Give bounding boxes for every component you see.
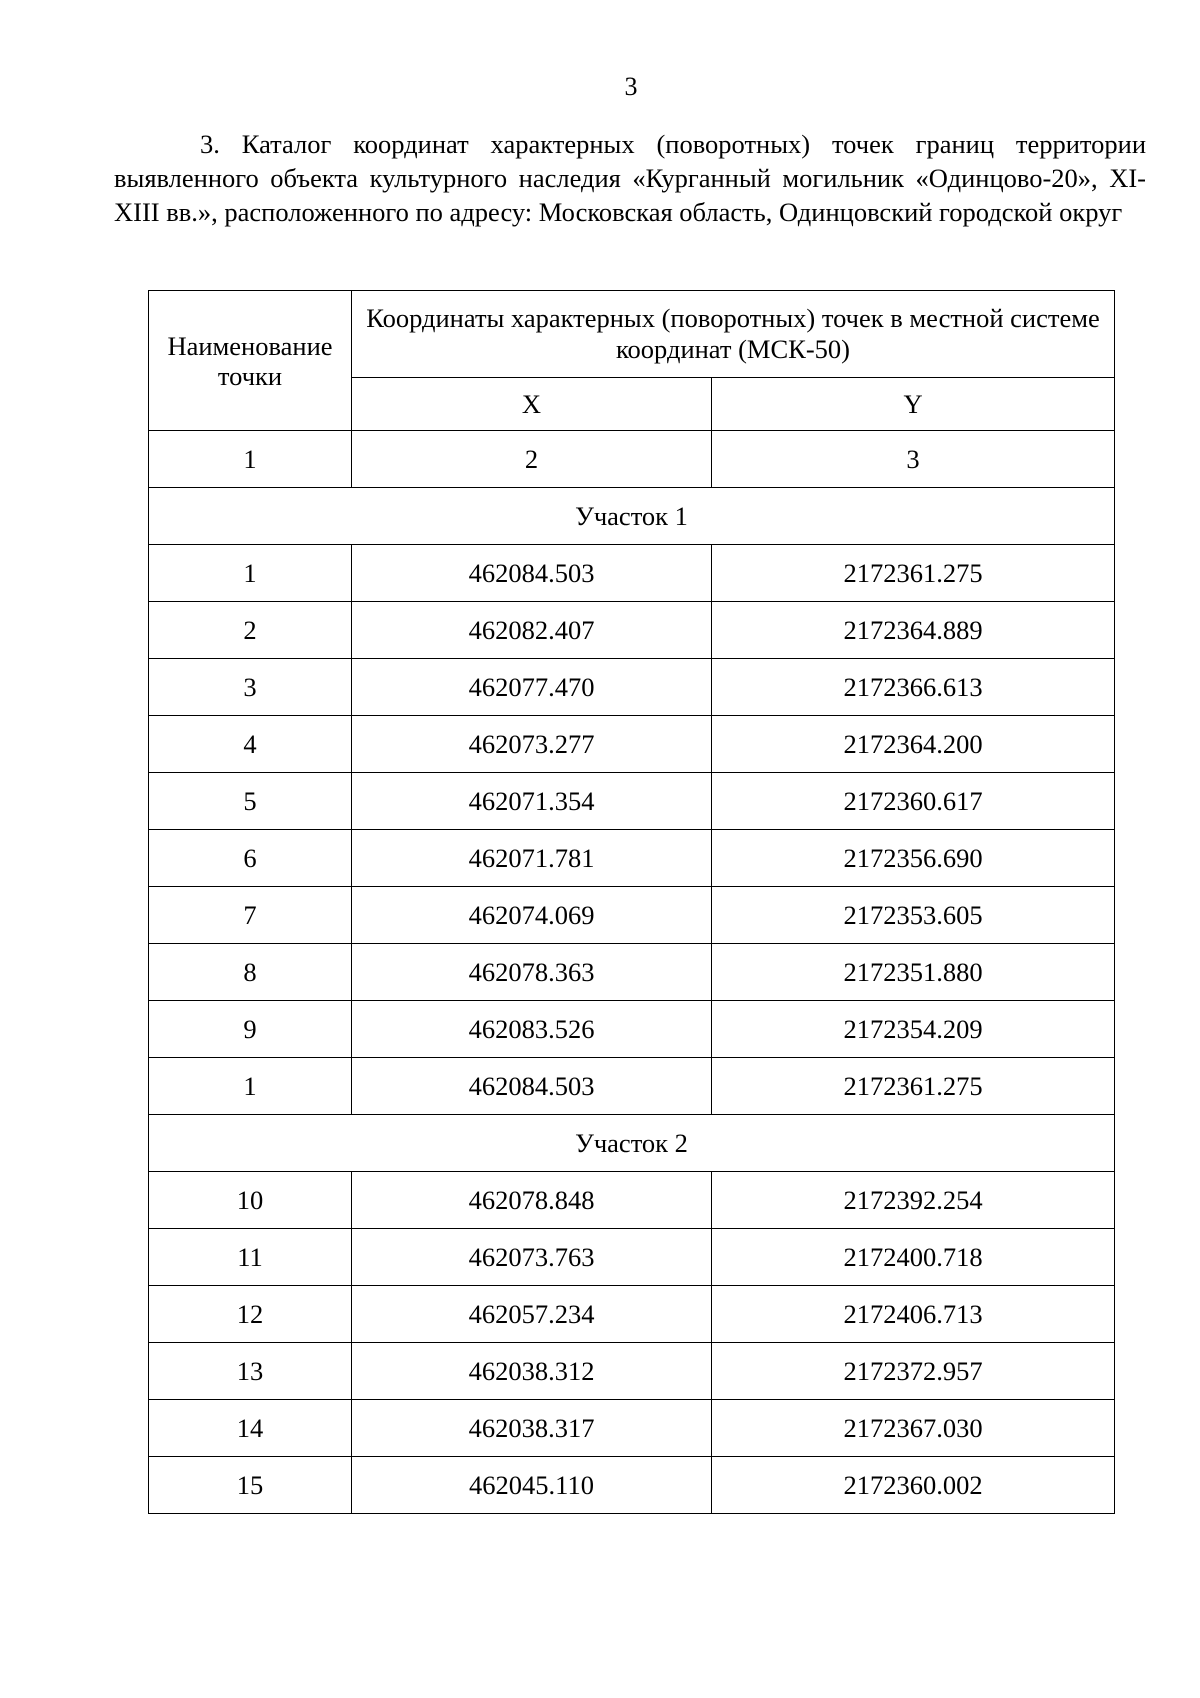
point-name-cell: 14 <box>149 1400 352 1457</box>
table-row <box>149 716 1115 773</box>
column-number-3: 3 <box>712 431 1115 488</box>
y-coordinate-cell: 2172392.254 <box>712 1172 1115 1229</box>
point-name-cell: 1 <box>149 1058 352 1115</box>
point-name-cell: 12 <box>149 1286 352 1343</box>
x-coordinate-cell: 462045.110 <box>352 1457 712 1514</box>
point-name-cell: 2 <box>149 602 352 659</box>
y-coordinate-cell: 2172364.200 <box>712 716 1115 773</box>
header-coordinates: Координаты характерных (поворотных) точек в местной системе координат (МСК-50) <box>352 291 1115 378</box>
x-coordinate-cell: 462083.526 <box>352 1001 712 1058</box>
point-name-cell: 15 <box>149 1457 352 1514</box>
point-name-cell: 13 <box>149 1343 352 1400</box>
header-point-name: Наименование точки <box>149 291 352 431</box>
table-row <box>149 773 1115 830</box>
point-name-cell: 10 <box>149 1172 352 1229</box>
table-row <box>149 1229 1115 1286</box>
x-coordinate-cell: 462073.763 <box>352 1229 712 1286</box>
section-title: Участок 2 <box>149 1115 1115 1172</box>
table-row <box>149 1286 1115 1343</box>
y-coordinate-cell: 2172353.605 <box>712 887 1115 944</box>
y-coordinate-cell: 2172360.002 <box>712 1457 1115 1514</box>
x-coordinate-cell: 462073.277 <box>352 716 712 773</box>
x-coordinate-cell: 462038.312 <box>352 1343 712 1400</box>
column-numbers-row <box>149 431 1115 488</box>
table-row <box>149 1058 1115 1115</box>
y-coordinate-cell: 2172367.030 <box>712 1400 1115 1457</box>
x-coordinate-cell: 462084.503 <box>352 1058 712 1115</box>
table-row <box>149 545 1115 602</box>
table-row <box>149 659 1115 716</box>
column-number-1: 1 <box>149 431 352 488</box>
point-name-cell: 6 <box>149 830 352 887</box>
y-coordinate-cell: 2172356.690 <box>712 830 1115 887</box>
y-coordinate-cell: 2172351.880 <box>712 944 1115 1001</box>
y-coordinate-cell: 2172372.957 <box>712 1343 1115 1400</box>
point-name-cell: 3 <box>149 659 352 716</box>
y-coordinate-cell: 2172361.275 <box>712 545 1115 602</box>
point-name-cell: 4 <box>149 716 352 773</box>
table-row <box>149 887 1115 944</box>
x-coordinate-cell: 462078.848 <box>352 1172 712 1229</box>
point-name-cell: 5 <box>149 773 352 830</box>
y-coordinate-cell: 2172400.718 <box>712 1229 1115 1286</box>
page-number: 3 <box>624 72 638 101</box>
table-row <box>149 1001 1115 1058</box>
column-number-2: 2 <box>352 431 712 488</box>
point-name-cell: 9 <box>149 1001 352 1058</box>
section-title: Участок 1 <box>149 488 1115 545</box>
section-row <box>149 1115 1115 1172</box>
table-row <box>149 1343 1115 1400</box>
table-row <box>149 602 1115 659</box>
x-coordinate-cell: 462082.407 <box>352 602 712 659</box>
x-coordinate-cell: 462084.503 <box>352 545 712 602</box>
y-coordinate-cell: 2172406.713 <box>712 1286 1115 1343</box>
x-coordinate-cell: 462071.781 <box>352 830 712 887</box>
header-x: X <box>352 378 712 431</box>
x-coordinate-cell: 462074.069 <box>352 887 712 944</box>
y-coordinate-cell: 2172360.617 <box>712 773 1115 830</box>
point-name-cell: 11 <box>149 1229 352 1286</box>
coordinates-table <box>148 290 1115 1514</box>
point-name-cell: 7 <box>149 887 352 944</box>
x-coordinate-cell: 462057.234 <box>352 1286 712 1343</box>
intro-paragraph: 3. Каталог координат характерных (поворотных) точек границ территории выявленного объекта культурного наследия «Курганный могильник «Одинцово-20», XI-XIII вв.», расположенного по адресу: Московская область, Одинцовский городской округ <box>114 129 1146 227</box>
point-name-cell: 1 <box>149 545 352 602</box>
table-row <box>149 1400 1115 1457</box>
header-y: Y <box>712 378 1115 431</box>
y-coordinate-cell: 2172364.889 <box>712 602 1115 659</box>
table-row <box>149 944 1115 1001</box>
point-name-cell: 8 <box>149 944 352 1001</box>
y-coordinate-cell: 2172366.613 <box>712 659 1115 716</box>
x-coordinate-cell: 462071.354 <box>352 773 712 830</box>
table-row <box>149 830 1115 887</box>
y-coordinate-cell: 2172361.275 <box>712 1058 1115 1115</box>
x-coordinate-cell: 462038.317 <box>352 1400 712 1457</box>
table-row <box>149 1172 1115 1229</box>
y-coordinate-cell: 2172354.209 <box>712 1001 1115 1058</box>
section-row <box>149 488 1115 545</box>
x-coordinate-cell: 462077.470 <box>352 659 712 716</box>
table-row <box>149 1457 1115 1514</box>
table-header-row <box>149 291 1115 378</box>
x-coordinate-cell: 462078.363 <box>352 944 712 1001</box>
